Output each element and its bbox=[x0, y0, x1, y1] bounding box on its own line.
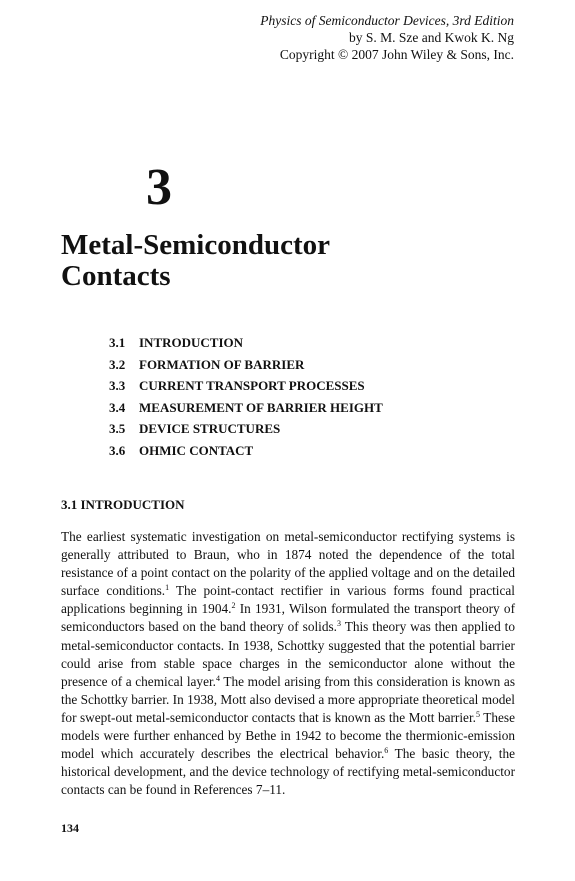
toc-item-number: 3.1 bbox=[109, 335, 126, 350]
toc-item-title: FORMATION OF BARRIER bbox=[139, 356, 305, 372]
toc-item-number: 3.2 bbox=[109, 356, 126, 372]
chapter-title-line: Metal-Semiconductor bbox=[61, 229, 330, 261]
paragraph-text: The point-contact rectifier in various forms found practical applications beginning in 1904. bbox=[61, 583, 515, 617]
chapter-title-line: Contacts bbox=[61, 260, 171, 292]
body-paragraph bbox=[61, 528, 515, 799]
paragraph-text: The earliest systematic investigation on metal-semiconductor rectifying systems is generally attributed to Braun, who in 1874 noted the dependence of the total resistance of a point contact on the polarity of the applied voltage and on the detailed surface conditions. bbox=[61, 529, 515, 599]
reference-marker: 1 bbox=[165, 583, 170, 593]
paragraph-text: The model arising from this consideration is known as the Schottky barrier. In 1938, Mott also devised a more appropriate theoretical model for swept-out metal-semiconductor contacts that is known as the Mott barrier. bbox=[61, 673, 515, 725]
toc-item bbox=[109, 397, 489, 419]
reference-marker: 6 bbox=[384, 746, 389, 756]
toc-item bbox=[109, 375, 489, 397]
book-title: Physics of Semiconductor Devices, 3rd Edition bbox=[260, 13, 514, 28]
toc-item bbox=[109, 418, 489, 440]
toc-item-number: 3.3 bbox=[109, 378, 126, 394]
reference-marker: 3 bbox=[337, 619, 342, 629]
paragraph-text: These models were further enhanced by Bethe in 1942 to become the thermionic-emission model which accurately describes the electrical behavior. bbox=[61, 709, 515, 762]
toc-item-number: 3.6 bbox=[109, 442, 126, 458]
toc-item-number: 3.4 bbox=[109, 399, 126, 415]
toc-item-title: MEASUREMENT OF BARRIER HEIGHT bbox=[139, 399, 383, 415]
toc-item-title: OHMIC CONTACT bbox=[139, 442, 254, 458]
section-heading: 3.1 INTRODUCTION bbox=[61, 497, 185, 512]
chapter-title bbox=[61, 230, 521, 292]
copyright-line: Copyright © 2007 John Wiley & Sons, Inc. bbox=[279, 47, 514, 62]
paragraph-text: This theory was then applied to metal-semiconductor contacts. In 1938, Schottky suggested that the potential barrier could arise from stable space charges in the semiconductor alone without the presence of a chemical layer. bbox=[61, 619, 515, 689]
toc-item-title: INTRODUCTION bbox=[139, 335, 244, 350]
chapter-number: 3 bbox=[146, 159, 172, 216]
reference-marker: 5 bbox=[475, 709, 480, 719]
toc-item bbox=[109, 440, 489, 462]
toc-item-number: 3.5 bbox=[109, 421, 126, 437]
page-header bbox=[184, 12, 514, 63]
paragraph-text: In 1931, Wilson formulated the transport theory of semiconductors based on the band theory of solids. bbox=[61, 601, 515, 635]
paragraph-text: The basic theory, the historical development, and the device technology of rectifying metal-semiconductor contacts can be found in References 7–11. bbox=[61, 746, 515, 798]
chapter-contents bbox=[109, 332, 489, 462]
reference-marker: 2 bbox=[231, 601, 236, 611]
toc-item bbox=[109, 354, 489, 376]
reference-marker: 4 bbox=[216, 673, 220, 683]
toc-item-title: DEVICE STRUCTURES bbox=[139, 421, 281, 437]
authors-line: by S. M. Sze and Kwok K. Ng bbox=[349, 30, 514, 45]
page-number: 134 bbox=[61, 821, 79, 835]
toc-item bbox=[109, 332, 489, 354]
toc-item-title: CURRENT TRANSPORT PROCESSES bbox=[139, 378, 365, 394]
